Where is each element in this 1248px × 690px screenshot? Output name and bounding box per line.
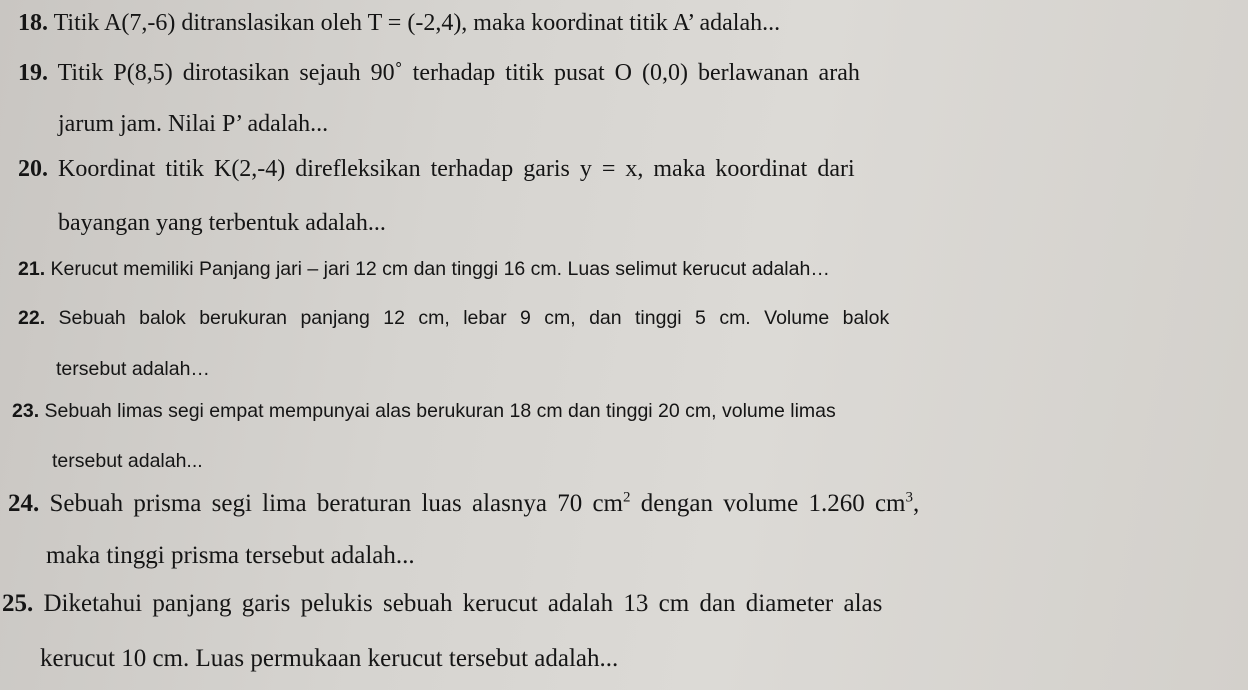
question-text: Sebuah limas segi empat mempunyai alas berukuran 18 cm dan tinggi 20 cm, volume limas [44,400,836,422]
question-23 [12,400,836,423]
question-24-continuation [46,542,415,570]
question-23-continuation [52,450,203,473]
question-text: bayangan yang terbentuk adalah... [58,210,386,236]
question-number: 18. [18,10,48,36]
question-20 [18,156,855,183]
question-text-part: , [913,490,920,517]
question-text: Sebuah balok berukuran panjang 12 cm, lebar 9 cm, dan tinggi 5 cm. Volume balok [58,307,890,329]
question-number: 22. [18,307,46,329]
question-number: 20. [18,156,48,182]
exponent: 2 [623,489,631,506]
question-25 [2,590,882,618]
question-19 [18,60,860,87]
question-number: 21. [18,258,46,280]
question-text: Titik P(8,5) dirotasikan sejauh 90˚ terhadap titik pusat O (0,0) berlawanan arah [57,60,860,86]
question-text: Kerucut memiliki Panjang jari – jari 12 cm dan tinggi 16 cm. Luas selimut kerucut adalah… [50,258,830,280]
question-22 [18,307,889,330]
question-22-continuation [56,358,210,381]
question-text: tersebut adalah... [52,450,203,472]
question-text: Titik A(7,-6) ditranslasikan oleh T = (-2,4), maka koordinat titik A’ adalah... [53,10,781,36]
question-text-part: dengan volume 1.260 cm [630,490,906,517]
question-number: 19. [18,60,48,86]
question-number: 23. [12,400,40,422]
question-19-continuation [58,111,328,138]
question-25-continuation [40,645,618,673]
exponent: 3 [905,489,913,506]
question-20-continuation [58,210,386,237]
question-text: kerucut 10 cm. Luas permukaan kerucut tersebut adalah... [40,645,619,672]
question-text: jarum jam. Nilai P’ adalah... [58,111,329,137]
question-text: maka tinggi prisma tersebut adalah... [46,542,415,569]
question-number: 24. [8,490,40,517]
question-text: tersebut adalah… [56,358,210,380]
question-text-part: Sebuah prisma segi lima beraturan luas alasnya 70 cm [49,490,624,517]
question-18 [18,10,780,37]
question-number: 25. [2,590,34,617]
question-text: Koordinat titik K(2,-4) direfleksikan terhadap garis y = x, maka koordinat dari [58,156,855,182]
question-21 [18,258,830,281]
question-text: Diketahui panjang garis pelukis sebuah kerucut adalah 13 cm dan diameter alas [43,590,883,617]
question-24 [8,490,919,518]
